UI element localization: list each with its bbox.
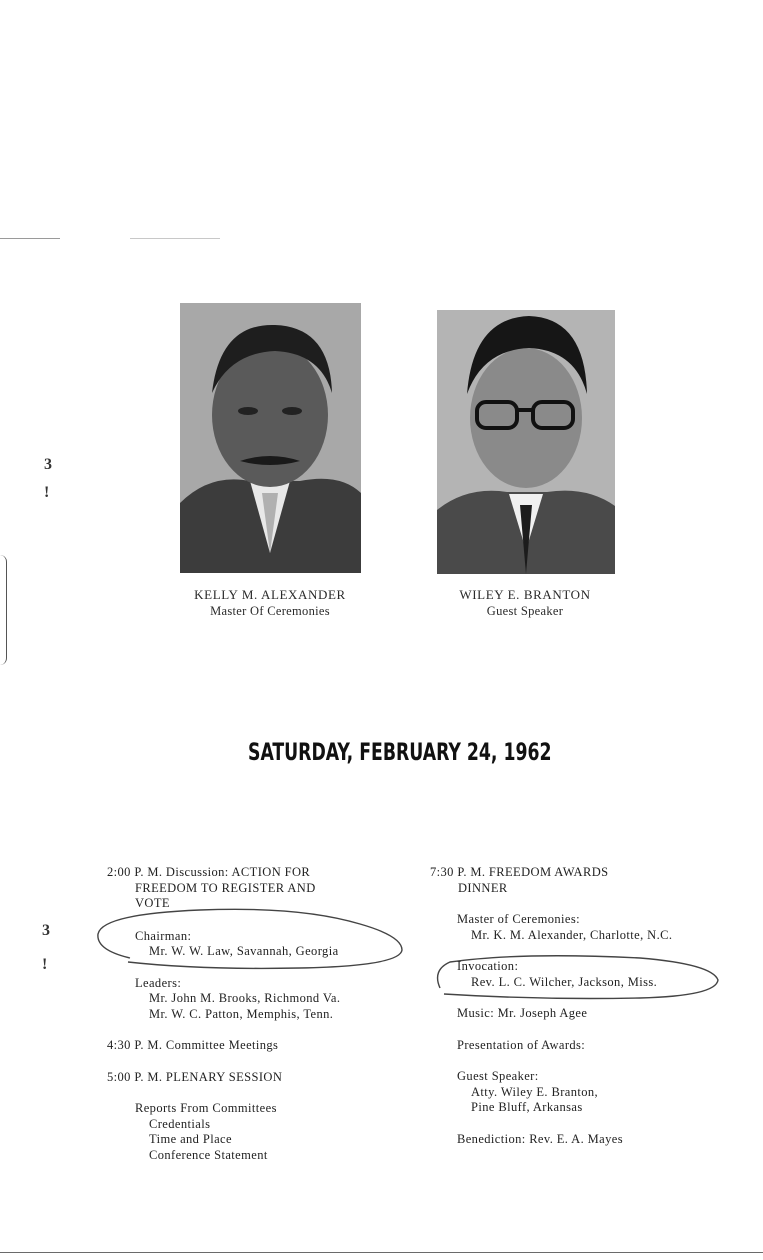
portrait-illustration — [180, 303, 361, 573]
session-title: VOTE — [135, 896, 170, 910]
committee-meetings: 4:30 P. M. Committee Meetings — [107, 1038, 279, 1052]
scan-artifact-line-top-mid — [130, 238, 220, 239]
photo-kelly-alexander — [180, 303, 361, 573]
caption-name: KELLY M. ALEXANDER — [194, 587, 346, 602]
scan-artifact-line-top — [0, 238, 60, 239]
plenary-session: 5:00 P. M. PLENARY SESSION — [107, 1069, 283, 1084]
chairman-label: Chairman: — [135, 928, 192, 943]
margin-mark: 3 — [44, 456, 52, 473]
margin-mark: ! — [44, 484, 50, 501]
session-title: 2:00 P. M. Discussion: ACTION FOR — [107, 865, 311, 879]
guest-speaker-item: Atty. Wiley E. Branton, — [471, 1084, 599, 1099]
chairman-value: Mr. W. W. Law, Savannah, Georgia — [149, 944, 339, 958]
photo-caption-alexander — [150, 587, 390, 619]
scan-artifact-line-bottom — [0, 1252, 763, 1253]
caption-role: Guest Speaker — [486, 604, 564, 618]
report-item: Credentials — [149, 1116, 211, 1131]
moc-value: Mr. K. M. Alexander, Charlotte, N.C. — [471, 927, 673, 942]
leader-item: Mr. John M. Brooks, Richmond Va. — [149, 991, 341, 1005]
caption-role: Master Of Ceremonies — [210, 604, 330, 618]
guest-speaker-label: Guest Speaker: — [457, 1069, 539, 1083]
margin-mark: ! — [42, 956, 48, 973]
program-column-right — [430, 865, 672, 1147]
session-title: 7:30 P. M. FREEDOM AWARDS — [430, 865, 609, 879]
date-heading: SATURDAY, FEBRUARY 24, 1962 — [248, 738, 552, 766]
photo-caption-branton — [405, 587, 645, 619]
benediction-item: Benediction: Rev. E. A. Mayes — [457, 1131, 623, 1146]
photo-wiley-branton — [437, 310, 615, 574]
session-title: DINNER — [458, 880, 508, 895]
music-item: Music: Mr. Joseph Agee — [457, 1006, 588, 1020]
leaders-label: Leaders: — [135, 975, 182, 990]
invocation-value: Rev. L. C. Wilcher, Jackson, Miss. — [471, 974, 658, 989]
portrait-illustration — [437, 310, 615, 574]
invocation-label: Invocation: — [457, 959, 519, 973]
margin-mark: 3 — [42, 922, 50, 939]
program-column-left — [107, 865, 340, 1163]
moc-label: Master of Ceremonies: — [457, 912, 580, 926]
report-item: Time and Place — [149, 1132, 232, 1146]
awards-item: Presentation of Awards: — [457, 1037, 586, 1052]
guest-speaker-item: Pine Bluff, Arkansas — [471, 1100, 583, 1114]
reports-label: Reports From Committees — [135, 1101, 277, 1115]
leader-item: Mr. W. C. Patton, Memphis, Tenn. — [149, 1006, 334, 1021]
session-title: FREEDOM TO REGISTER AND — [135, 880, 316, 895]
caption-name: WILEY E. BRANTON — [459, 587, 591, 602]
scan-artifact-bracket — [0, 555, 7, 665]
report-item: Conference Statement — [149, 1147, 268, 1162]
